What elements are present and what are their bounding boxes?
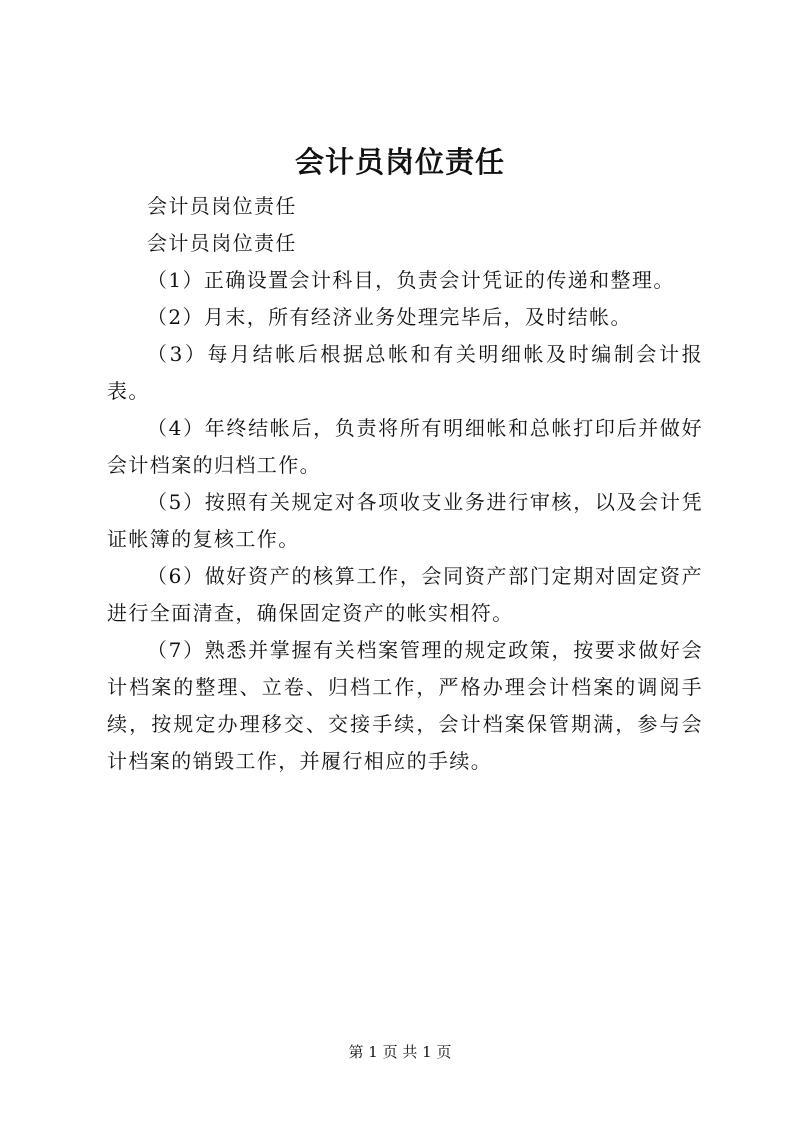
paragraph: （5）按照有关规定对各项收支业务进行审核，以及会计凭证帐簿的复核工作。 xyxy=(107,490,703,551)
paragraph: （1）正确设置会计科目，负责会计凭证的传递和整理。 xyxy=(147,268,675,292)
paragraph: （7）熟悉并掌握有关档案管理的规定政策，按要求做好会计档案的整理、立卷、归档工作，严格办理会计档案的调阅手续，按规定办理移交、交接手续，会计档案保管期满，参与会计档案的销毁工作，并履行相应的手续。 xyxy=(107,638,703,773)
paragraph: （4）年终结帐后，负责将所有明细帐和总帐打印后并做好会计档案的归档工作。 xyxy=(107,416,703,477)
paragraph: （6）做好资产的核算工作，会同资产部门定期对固定资产进行全面清查，确保固定资产的帐实相符。 xyxy=(107,564,703,625)
paragraph: （3）每月结帐后根据总帐和有关明细帐及时编制会计报表。 xyxy=(107,342,703,403)
document-body xyxy=(107,188,703,780)
paragraph: 会计员岗位责任 xyxy=(147,231,297,255)
paragraph: （2）月末，所有经济业务处理完毕后，及时结帐。 xyxy=(147,305,632,329)
page-footer: 第 1 页 共 1 页 xyxy=(348,1043,452,1061)
document-title: 会计员岗位责任 xyxy=(294,145,505,179)
paragraph: 会计员岗位责任 xyxy=(147,194,297,218)
